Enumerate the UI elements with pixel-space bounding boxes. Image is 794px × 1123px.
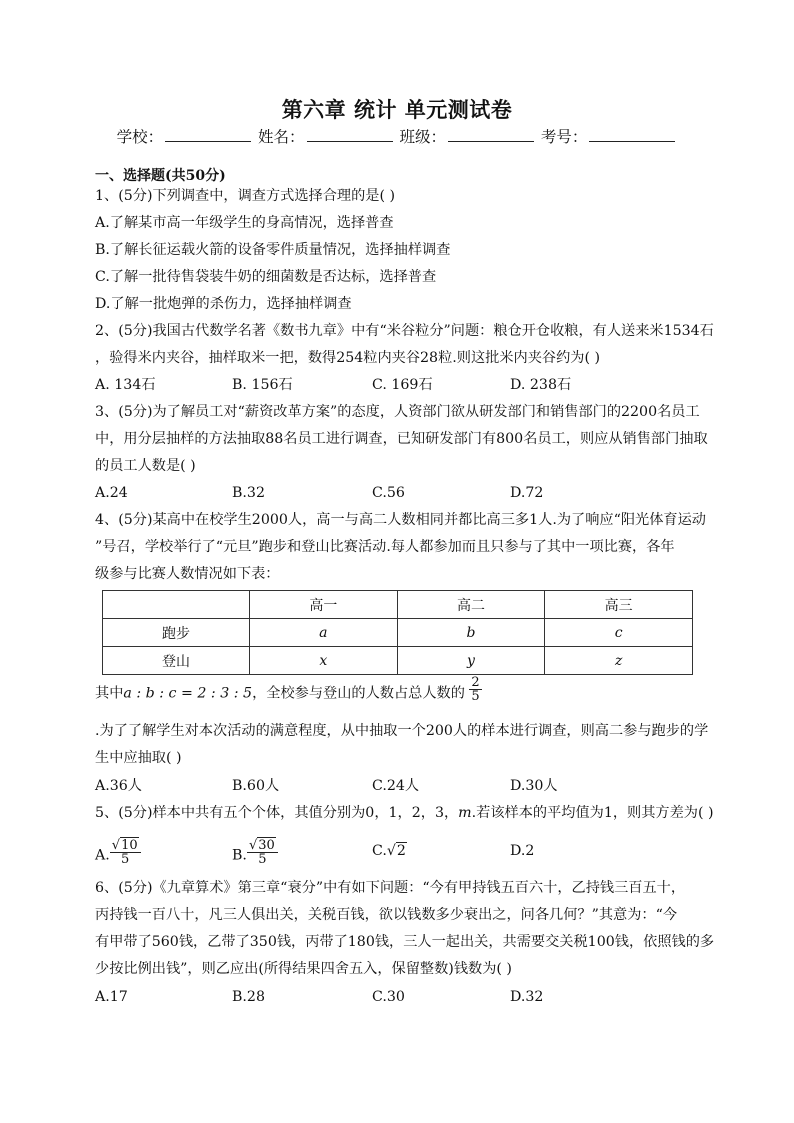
q6-stem-line2: 丙持钱一百八十，凡三人俱出关，关税百钱，欲以钱数多少衰出之，问各几何？”其意为：“今 <box>95 907 678 923</box>
q5-option-d: D.2 <box>510 843 535 859</box>
q5-option-b-fraction <box>247 839 278 866</box>
table-row <box>103 647 693 675</box>
q4-fraction-num: 2 <box>471 675 480 690</box>
q5-option-a-label: A. <box>95 847 110 864</box>
q1-option-a: A.了解某市高一年级学生的身高情况，选择普查 <box>95 215 394 231</box>
table-cell: c <box>545 619 693 647</box>
q2-option-b: B. 156石 <box>232 377 293 393</box>
q3-option-a: A.24 <box>95 485 128 501</box>
q2-stem-line1: 2、(5分)我国古代数学名著《数书九章》中有“米谷粒分”问题：粮仓开仓收粮，有人送来米1534石 <box>95 323 714 339</box>
section-heading: 一、选择题(共50分) <box>95 168 226 184</box>
q5-option-b-den: 5 <box>258 852 267 867</box>
q5-option-b-label: B. <box>232 847 247 864</box>
q4-option-d: D.30人 <box>510 778 558 794</box>
name-label: 姓名： <box>258 128 305 146</box>
q4-option-c: C.24人 <box>372 778 420 794</box>
table-cell: 跑步 <box>103 619 250 647</box>
table-header-cell: 高三 <box>545 591 693 619</box>
q3-option-c: C.56 <box>372 485 405 501</box>
q3-option-b: B.32 <box>232 485 265 501</box>
q2-option-c: C. 169石 <box>372 377 433 393</box>
q5-option-a-den: 5 <box>121 852 130 867</box>
q1-stem: 1、(5分)下列调查中，调查方式选择合理的是( ) <box>95 188 396 204</box>
class-label: 班级： <box>399 128 446 146</box>
q4-option-a: A.36人 <box>95 778 142 794</box>
q6-option-d: D.32 <box>510 989 544 1005</box>
q4-ratio-line <box>95 675 482 707</box>
q5-option-c-radicand: 2 <box>396 843 406 859</box>
school-blank <box>165 127 251 142</box>
name-blank <box>307 127 393 142</box>
q4-option-b: B.60人 <box>232 778 280 794</box>
q5-option-a-fraction <box>110 839 141 866</box>
exam-no-blank <box>589 127 675 142</box>
table-header-cell <box>103 591 250 619</box>
q6-option-a: A.17 <box>95 989 128 1005</box>
q3-stem-line2: 中，用分层抽样的方法抽取88名员工进行调查，已知研发部门有800名员工，则应从销售部门抽取 <box>95 431 708 447</box>
q5-option-c: C.√2 <box>372 843 406 859</box>
q5-option-b <box>232 838 278 869</box>
table-row <box>103 619 693 647</box>
student-info-line <box>0 125 794 147</box>
q4-fraction-den: 5 <box>471 689 480 704</box>
table-cell: b <box>397 619 545 647</box>
q6-stem-line4: 少按比例出钱”，则乙应出(所得结果四舍五入，保留整数)钱数为( ) <box>95 961 512 977</box>
school-label: 学校： <box>116 128 164 146</box>
q5-stem-suffix: .若该样本的平均值为1，则其方差为( ) <box>471 805 714 821</box>
table-header-cell: 高二 <box>397 591 545 619</box>
table-cell: x <box>250 647 398 675</box>
table-cell: y <box>397 647 545 675</box>
q4-stem-line2: ”号召，学校举行了“元旦”跑步和登山比赛活动.每人都参加而且只参与了其中一项比赛，各年 <box>95 539 675 555</box>
q5-option-c-label: C. <box>372 843 387 859</box>
q4-stem-line1: 4、(5分)某高中在校学生2000人，高一与高二人数相同并都比高三多1人.为了响应“阳光体育运动 <box>95 512 706 528</box>
table-header-cell: 高一 <box>250 591 398 619</box>
q4-ratio-prefix: 其中 <box>95 685 124 702</box>
q1-option-b: B.了解长征运载火箭的设备零件质量情况，选择抽样调查 <box>95 242 451 258</box>
q5-option-a <box>95 838 141 869</box>
q5-stem-prefix: 5、(5分)样本中共有五个个体，其值分别为0，1，2，3， <box>95 805 459 821</box>
class-blank <box>448 127 534 142</box>
table-cell: 登山 <box>103 647 250 675</box>
q3-stem-line3: 的员工人数是( ) <box>95 458 196 474</box>
q1-option-c: C.了解一批待售袋装牛奶的细菌数是否达标，选择普查 <box>95 269 437 285</box>
q3-stem-line1: 3、(5分)为了解员工对“薪资改革方案”的态度，人资部门欲从研发部门和销售部门的2200名员工 <box>95 404 700 420</box>
q6-stem-line3: 有甲带了560钱，乙带了350钱，丙带了180钱，三人一起出关，共需要交关税100钱，依照钱的多 <box>95 934 715 950</box>
q4-stem-line5: .为了了解学生对本次活动的满意程度，从中抽取一个200人的样本进行调查，则高二参与跑步的学 <box>95 723 709 739</box>
q2-option-d: D. 238石 <box>510 377 572 393</box>
q4-ratio-suffix: ，全校参与登山的人数占总人数的 <box>252 685 465 702</box>
q5-stem <box>95 804 714 822</box>
q3-option-d: D.72 <box>510 485 544 501</box>
q2-option-a: A. 134石 <box>95 377 156 393</box>
q5-option-b-num: √30 <box>247 839 278 853</box>
q4-stem-line3: 级参与比赛人数情况如下表： <box>95 566 280 582</box>
q4-stem-line6: 生中应抽取( ) <box>95 750 182 766</box>
q1-option-d: D.了解一批炮弹的杀伤力，选择抽样调查 <box>95 296 352 312</box>
page-title: 第六章 统计 单元测试卷 <box>281 97 513 122</box>
q4-fraction <box>469 676 481 703</box>
q2-stem-line2: ，验得米内夹谷，抽样取米一把，数得254粒内夹谷28粒.则这批米内夹谷约为( ) <box>95 350 601 366</box>
table-row <box>103 591 693 619</box>
q6-stem-line1: 6、(5分)《九章算术》第三章“衰分”中有如下问题：“今有甲持钱五百六十，乙持钱三百五十， <box>95 880 686 896</box>
table-cell: z <box>545 647 693 675</box>
q6-option-c: C.30 <box>372 989 405 1005</box>
q5-stem-var: m <box>458 805 472 821</box>
q5-option-a-num: √10 <box>110 839 141 853</box>
exam-no-label: 考号： <box>540 128 588 146</box>
q4-table <box>102 590 693 675</box>
q5-options <box>95 832 695 872</box>
table-cell: a <box>250 619 398 647</box>
q6-option-b: B.28 <box>232 989 265 1005</box>
q4-ratio-expr: a : b : c = 2 : 3 : 5 <box>123 685 253 702</box>
